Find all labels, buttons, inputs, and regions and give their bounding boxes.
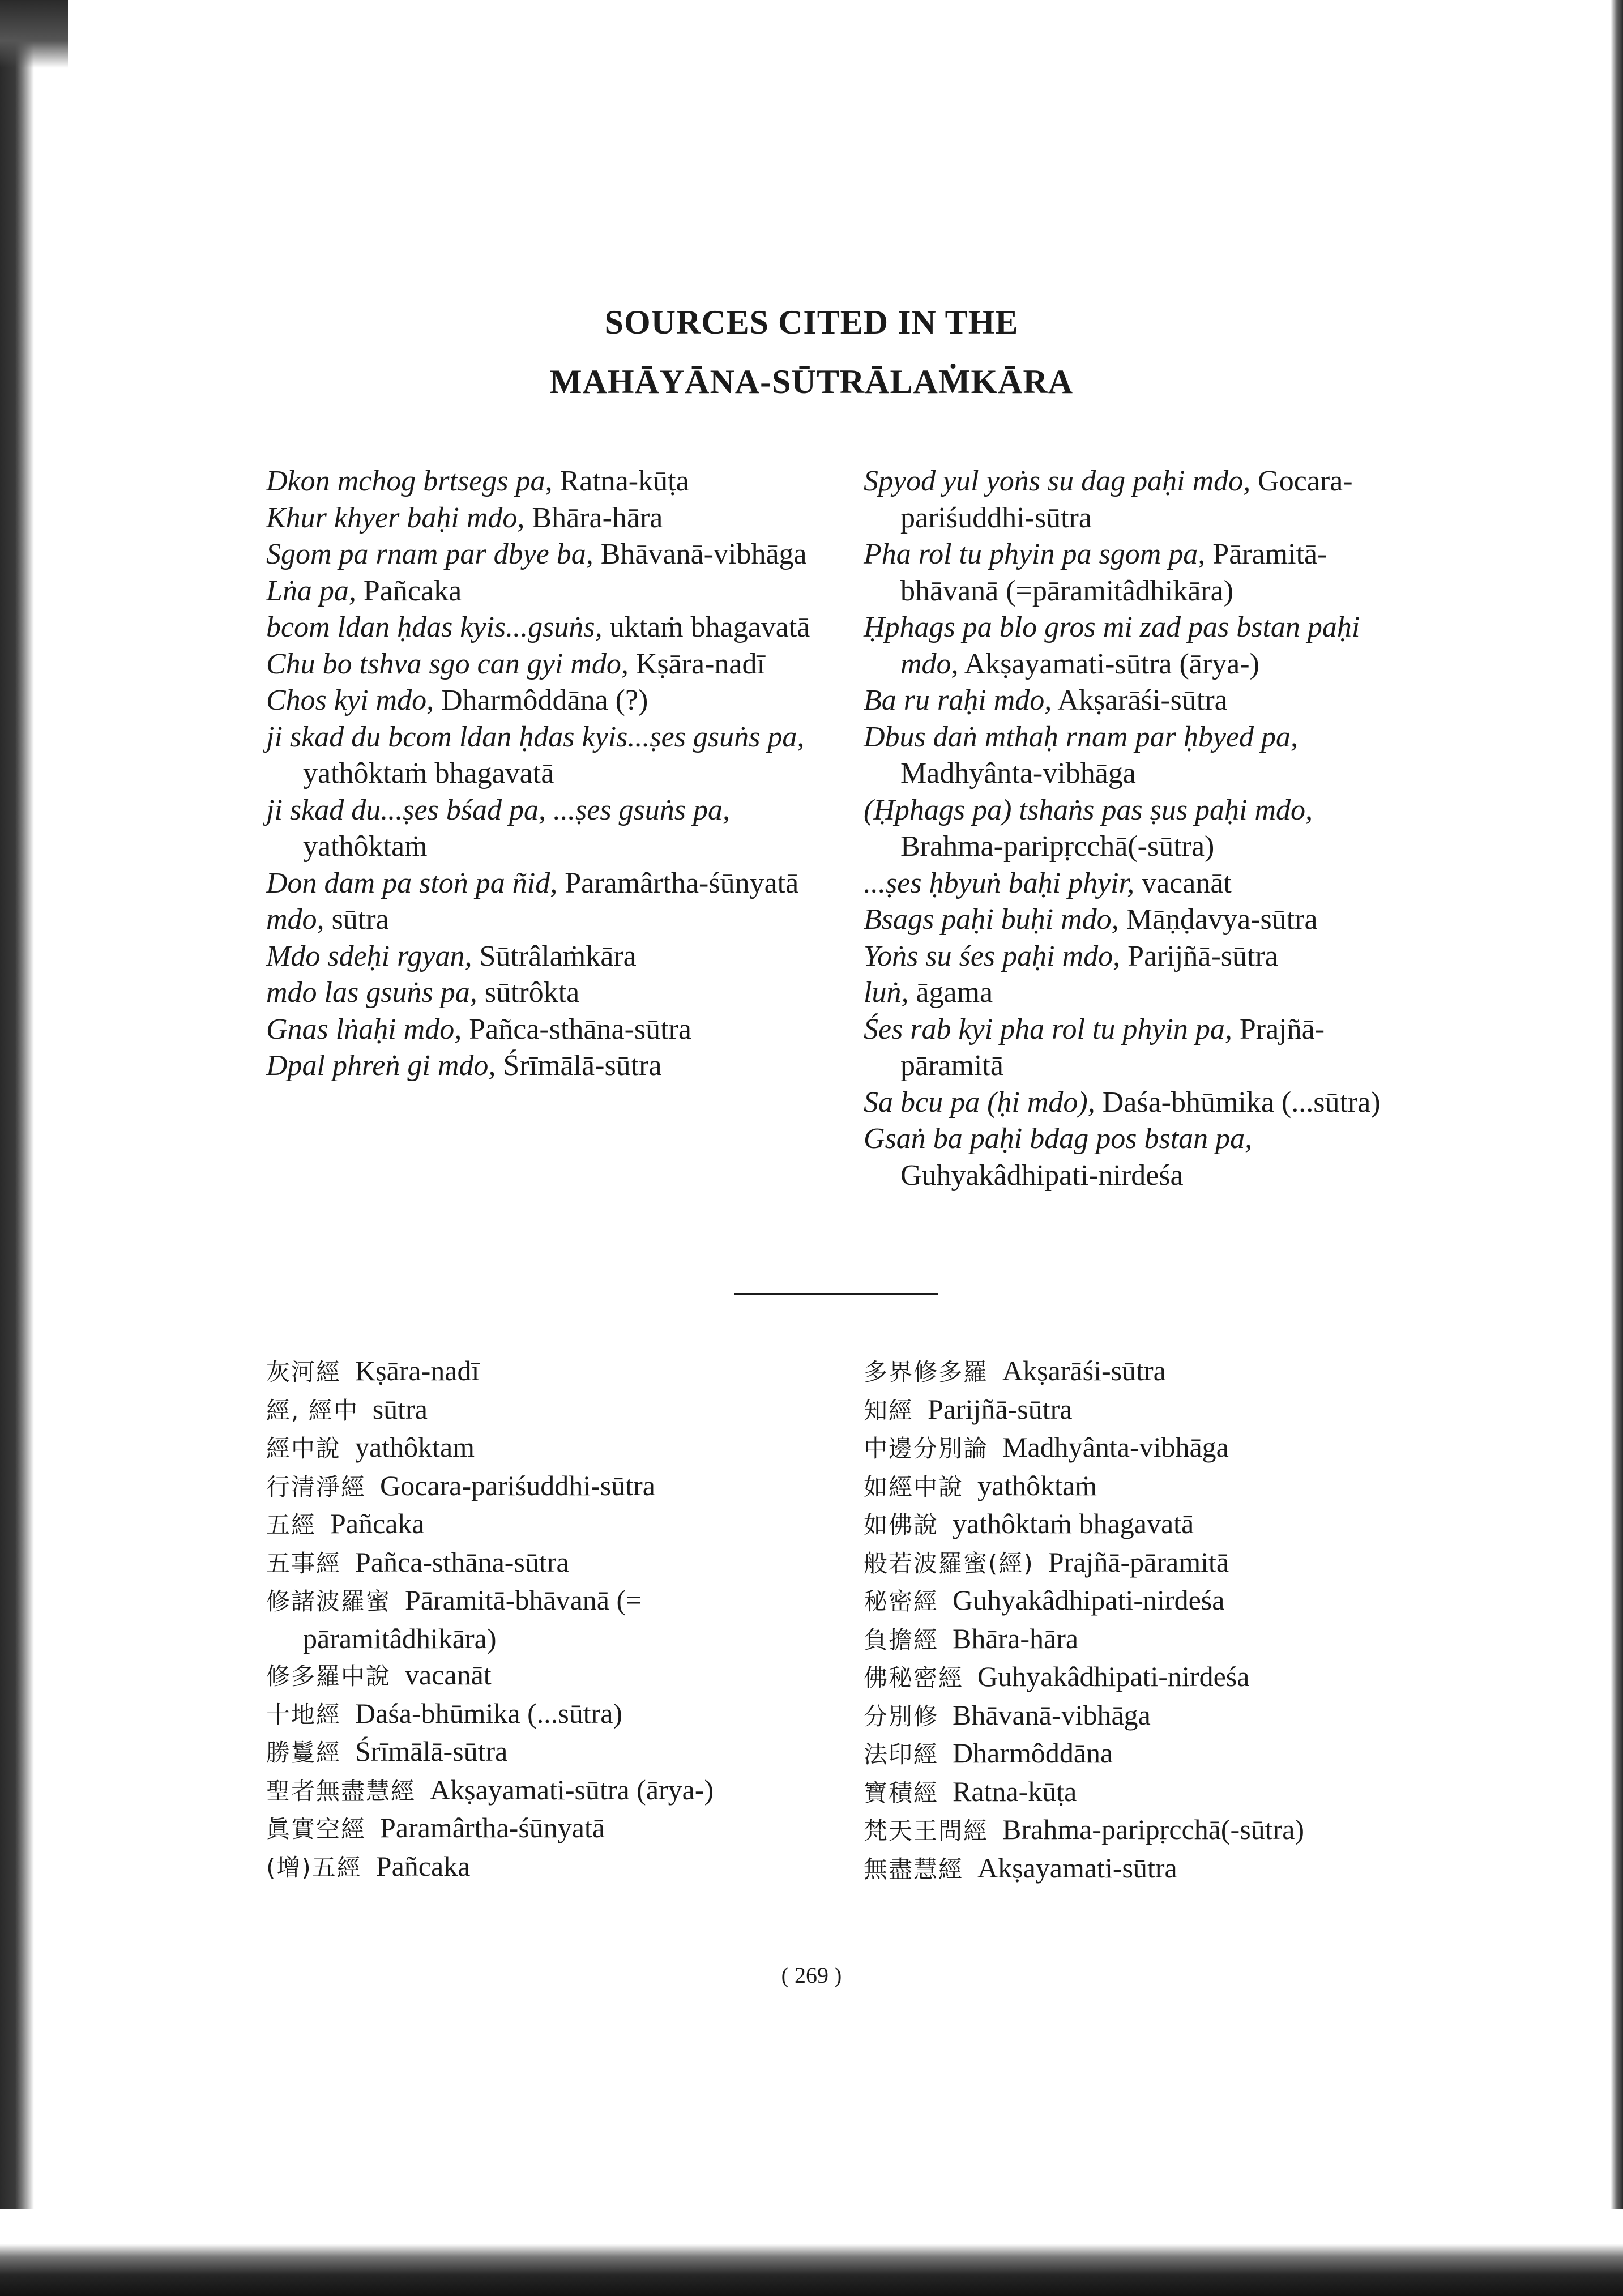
chinese-title: 多界修多羅: [864, 1358, 989, 1386]
sanskrit-title: Kṣāra-nadī: [635, 647, 765, 680]
chinese-title: 如佛說: [864, 1511, 939, 1539]
source-entry: [864, 792, 1416, 865]
source-entry: [864, 1391, 1416, 1429]
tibetan-title: Śes rab kyi pha rol tu phyin pa,: [864, 1013, 1232, 1045]
source-entry: [864, 1850, 1416, 1888]
sanskrit-title: vacanāt: [1142, 867, 1232, 899]
sanskrit-title: Pañcaka: [363, 574, 462, 607]
source-entry: [864, 719, 1416, 792]
sanskrit-title: yathôktaṁ bhagavatā: [303, 757, 554, 789]
tibetan-title: Dbus daṅ mthaḥ rnam par ḥbyed pa,: [864, 720, 1298, 753]
source-entry: [266, 1582, 818, 1657]
chinese-title: 無盡慧經: [864, 1855, 964, 1883]
tibetan-title: mdo,: [266, 903, 324, 936]
source-entry: [864, 609, 1416, 682]
source-entry: [864, 1735, 1416, 1773]
tibetan-title: Bsags paḥi buḥi mdo,: [864, 903, 1119, 936]
source-entry: [266, 536, 818, 573]
source-entry: [266, 463, 818, 500]
source-entry: [864, 463, 1416, 536]
tibetan-title: Dkon mchog brtsegs pa,: [266, 465, 553, 497]
chinese-title: 眞實空經: [266, 1815, 366, 1843]
sanskrit-title: Akṣayamati-sūtra: [977, 1851, 1177, 1884]
sanskrit-title: Brahma-paripṛcchā(-sūtra): [900, 830, 1215, 863]
sanskrit-title: Akṣayamati-sūtra (ārya-): [964, 647, 1259, 680]
sanskrit-title: Ratna-kūṭa: [559, 465, 689, 497]
chinese-title: 般若波羅蜜(經): [864, 1549, 1034, 1577]
tibetan-sources-left-column: [266, 463, 818, 1085]
tibetan-title: Yoṅs su śes paḥi mdo,: [864, 940, 1121, 972]
tibetan-title: Gnas lṅaḥi mdo,: [266, 1013, 462, 1045]
source-entry: [266, 1391, 818, 1429]
source-entry: [266, 792, 818, 865]
sanskrit-title: Madhyânta-vibhāga: [1002, 1431, 1229, 1463]
source-entry: [266, 1657, 818, 1695]
sanskrit-title: Prajñā-pāramitā: [900, 1013, 1325, 1082]
tibetan-title: Spyod yul yoṅs su dag paḥi mdo,: [864, 465, 1251, 497]
source-entry: [864, 1582, 1416, 1620]
tibetan-title: Pha rol tu phyin pa sgom pa,: [864, 538, 1206, 570]
source-entry: [266, 609, 818, 646]
chinese-title: 分別修: [864, 1702, 939, 1730]
sanskrit-title: Ratna-kūṭa: [953, 1775, 1077, 1807]
sanskrit-title: Pāramitā-bhāvanā (=pāramitâdhikāra): [900, 538, 1327, 607]
tibetan-title: Sgom pa rnam par dbye ba,: [266, 538, 593, 570]
tibetan-title: (Ḥphags pa) tshaṅs pas ṣus paḥi mdo,: [864, 793, 1313, 826]
sanskrit-title: Gocara-pariśuddhi-sūtra: [900, 465, 1353, 534]
source-entry: [864, 536, 1416, 609]
chinese-title: (增)五經: [266, 1853, 362, 1881]
source-entry: [266, 938, 818, 975]
sanskrit-title: vacanāt: [405, 1659, 492, 1691]
page-title-line-2: MAHĀYĀNA-SŪTRĀLAṀKĀRA: [549, 363, 1074, 400]
chinese-title: 修諸波羅蜜: [266, 1587, 391, 1615]
source-entry: [864, 1085, 1416, 1121]
chinese-title: 行清淨經: [266, 1473, 366, 1501]
sanskrit-title: āgama: [916, 976, 993, 1009]
chinese-title: 如經中說: [864, 1473, 964, 1501]
chinese-title: 十地經: [266, 1700, 341, 1729]
sanskrit-title: Akṣarāśi-sūtra: [1057, 684, 1228, 716]
tibetan-title: Sa bcu pa (ḥi mdo),: [864, 1086, 1095, 1119]
source-entry: [864, 865, 1416, 902]
tibetan-title: bcom ldan ḥdas kyis...gsuṅs,: [266, 611, 603, 643]
scan-edge-bottom: [0, 2244, 1623, 2296]
sanskrit-title: Prajñā-pāramitā: [1048, 1546, 1229, 1578]
sanskrit-title: yathôktaṁ: [977, 1469, 1097, 1501]
sanskrit-title: yathôktaṁ: [303, 830, 428, 863]
sanskrit-title: Daśa-bhūmika (...sūtra): [355, 1697, 623, 1729]
source-entry: [266, 1848, 818, 1887]
source-entry: [864, 902, 1416, 938]
chinese-title: 寶積經: [864, 1778, 939, 1807]
tibetan-title: Gsaṅ ba paḥi bdag pos bstan pa,: [864, 1123, 1253, 1155]
sanskrit-title: Pañca-sthāna-sūtra: [355, 1546, 569, 1578]
tibetan-title: mdo las gsuṅs pa,: [266, 976, 477, 1009]
source-entry: [864, 938, 1416, 975]
tibetan-title: Mdo sdeḥi rgyan,: [266, 940, 472, 972]
chinese-title: 負擔經: [864, 1625, 939, 1654]
source-entry: [266, 573, 818, 610]
chinese-title: 秘密經: [864, 1587, 939, 1615]
tibetan-title: ji skad du...ṣes bśad pa, ...ṣes gsuṅs pa,: [266, 793, 731, 826]
chinese-sources-right-column: [864, 1352, 1416, 1888]
source-entry: [266, 1695, 818, 1734]
tibetan-title: Dpal phreṅ gi mdo,: [266, 1049, 496, 1082]
chinese-title: 中邊分別論: [864, 1435, 989, 1462]
chinese-title: 梵天王問經: [864, 1817, 989, 1845]
source-entry: [266, 1810, 818, 1848]
source-entry: [266, 1544, 818, 1582]
source-entry: [266, 682, 818, 719]
sanskrit-title: Pañca-sthāna-sūtra: [469, 1013, 691, 1045]
source-entry: [864, 1620, 1416, 1659]
tibetan-title: Ba ru raḥi mdo,: [864, 684, 1052, 716]
sanskrit-title: Pāramitā-bhāvanā (= pāramitâdhikāra): [303, 1584, 642, 1654]
source-entry: [266, 500, 818, 537]
sanskrit-title: yathôktaṁ bhagavatā: [953, 1508, 1194, 1539]
page-title-line-1: SOURCES CITED IN THE: [604, 304, 1019, 341]
sanskrit-title: Pañcaka: [330, 1508, 425, 1539]
source-entry: [266, 1772, 818, 1810]
source-entry: [266, 1012, 818, 1048]
chinese-title: 法印經: [864, 1740, 939, 1768]
chinese-title: 勝鬘經: [266, 1739, 341, 1766]
sanskrit-title: Akṣarāśi-sūtra: [1002, 1355, 1166, 1386]
chinese-title: 五事經: [266, 1549, 341, 1577]
sanskrit-title: Brahma-paripṛcchā(-sūtra): [1002, 1813, 1305, 1845]
sanskrit-title: Bhāvanā-vibhāga: [600, 538, 807, 570]
tibetan-sources-right-column: [864, 463, 1416, 1194]
tibetan-title: Chu bo tshva sgo can gyi mdo,: [266, 647, 629, 680]
source-entry: [864, 1658, 1416, 1697]
tibetan-title: Ḥphags pa blo gros mi zad pas bstan paḥi mdo,: [864, 611, 1360, 680]
sanskrit-title: Madhyânta-vibhāga: [900, 757, 1136, 789]
source-entry: [864, 975, 1416, 1012]
tibetan-title: ...ṣes ḥbyuṅ baḥi phyir,: [864, 867, 1135, 899]
sanskrit-title: Dharmôddāna: [953, 1737, 1113, 1769]
tibetan-title: Lṅa pa,: [266, 574, 356, 607]
sanskrit-title: Paramârtha-śūnyatā: [380, 1812, 605, 1843]
sanskrit-title: sūtrôkta: [484, 976, 580, 1009]
tibetan-title: Don dam pa stoṅ pa ñid,: [266, 867, 558, 899]
sanskrit-title: Parijñā-sūtra: [928, 1393, 1073, 1425]
sanskrit-title: Śrīmālā-sūtra: [355, 1735, 508, 1767]
source-entry: [864, 1811, 1416, 1850]
tibetan-title: Chos kyi mdo,: [266, 684, 434, 716]
chinese-title: 佛秘密經: [864, 1664, 964, 1692]
sanskrit-title: Māṇḍavya-sūtra: [1126, 903, 1318, 936]
source-entry: [266, 865, 818, 902]
source-entry: [266, 719, 818, 792]
scan-edge-corner: [0, 0, 68, 68]
sanskrit-title: sūtra: [372, 1393, 428, 1425]
chinese-title: 修多羅中說: [266, 1662, 391, 1690]
sanskrit-title: Bhāra-hāra: [532, 501, 663, 534]
sanskrit-title: Guhyakâdhipati-nirdeśa: [977, 1661, 1250, 1692]
sanskrit-title: Sūtrâlaṁkāra: [479, 940, 637, 972]
source-entry: [864, 1352, 1416, 1391]
sanskrit-title: Gocara-pariśuddhi-sūtra: [380, 1469, 655, 1501]
sanskrit-title: Pañcaka: [375, 1850, 471, 1882]
source-entry: [266, 1429, 818, 1467]
sanskrit-title: Bhāra-hāra: [953, 1622, 1079, 1654]
source-entry: [864, 1505, 1416, 1544]
tibetan-title: ji skad du bcom ldan ḥdas kyis...ṣes gsuṅs pa,: [266, 720, 805, 753]
source-entry: [266, 902, 818, 938]
source-entry: [266, 1505, 818, 1544]
sanskrit-title: uktaṁ bhagavatā: [609, 611, 810, 643]
source-entry: [266, 646, 818, 683]
source-entry: [864, 1467, 1416, 1506]
sanskrit-title: Parijñā-sūtra: [1127, 940, 1278, 972]
chinese-title: 聖者無盡慧經: [266, 1777, 416, 1805]
sanskrit-title: Kṣāra-nadī: [355, 1355, 480, 1386]
sanskrit-title: Śrīmālā-sūtra: [503, 1049, 662, 1082]
source-entry: [864, 1429, 1416, 1467]
source-entry: [864, 1121, 1416, 1194]
source-entry: [864, 1544, 1416, 1582]
sanskrit-title: Dharmôddāna (?): [441, 684, 648, 716]
tibetan-title: luṅ,: [864, 976, 909, 1009]
sanskrit-title: Guhyakâdhipati-nirdeśa: [953, 1584, 1225, 1616]
source-entry: [864, 1012, 1416, 1085]
source-entry: [266, 1467, 818, 1506]
source-entry: [864, 1773, 1416, 1812]
source-entry: [266, 1733, 818, 1772]
sanskrit-title: Akṣayamati-sūtra (ārya-): [430, 1773, 714, 1806]
sanskrit-title: yathôktam: [355, 1431, 475, 1463]
sanskrit-title: sūtra: [331, 903, 389, 936]
source-entry: [266, 975, 818, 1012]
chinese-title: 經中說: [266, 1435, 341, 1462]
chinese-sources-left-column: [266, 1352, 818, 1886]
source-entry: [266, 1352, 818, 1391]
sanskrit-title: Guhyakâdhipati-nirdeśa: [900, 1159, 1184, 1192]
tibetan-title: Khur khyer baḥi mdo,: [266, 501, 525, 534]
sanskrit-title: Bhāvanā-vibhāga: [953, 1698, 1151, 1731]
source-entry: [864, 1697, 1416, 1735]
page-number: ( 269 ): [781, 1962, 842, 1988]
chinese-title: 經, 經中: [266, 1396, 358, 1424]
source-entry: [864, 682, 1416, 719]
chinese-title: 灰河經: [266, 1358, 341, 1386]
section-divider: [734, 1293, 938, 1295]
sanskrit-title: Paramârtha-śūnyatā: [565, 867, 799, 899]
source-entry: [266, 1048, 818, 1085]
chinese-title: 五經: [266, 1511, 317, 1539]
chinese-title: 知經: [864, 1396, 914, 1424]
sanskrit-title: Daśa-bhūmika (...sūtra): [1102, 1086, 1381, 1119]
